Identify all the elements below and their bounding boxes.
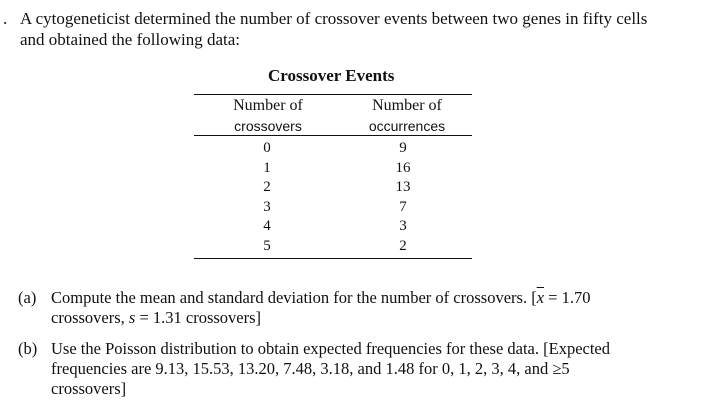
question-a-line-2 [51, 308, 680, 328]
occurrences-column [383, 139, 423, 256]
question-a-line-2-post: = 1.31 crossovers] [135, 308, 262, 327]
column-header-crossovers [208, 95, 328, 137]
question-b-text [51, 339, 680, 399]
question-a-line-2-pre: crossovers, [51, 308, 129, 327]
question-a [18, 288, 680, 328]
question-a-label: (a) [18, 288, 37, 307]
table-title: Crossover Events [268, 66, 395, 85]
table-cell-crossovers: 2 [263, 179, 271, 195]
question-b-line-2: frequencies are 9.13, 15.53, 13.20, 7.48, 3.18, and 1.48 for 0, 1, 2, 3, 4, and ≥5 [51, 359, 570, 378]
column-header-crossovers-line-1: Number of [233, 97, 303, 114]
table-cell-occurrences: 13 [395, 179, 411, 195]
table-cell-occurrences: 2 [399, 237, 407, 254]
table-cell-occurrences: 3 [399, 218, 407, 234]
crossovers-column [247, 139, 287, 256]
table-cell-crossovers: 0 [263, 140, 271, 156]
question-b-line-1: Use the Poisson distribution to obtain expected frequencies for these data. [Expected [51, 339, 611, 358]
question-b [18, 339, 680, 399]
table-cell-crossovers: 4 [263, 218, 271, 234]
table-cell-occurrences: 7 [399, 198, 407, 215]
table-cell-crossovers: 3 [263, 198, 271, 215]
intro-bullet: . [3, 9, 8, 28]
mean-symbol: $\overline{x}$ [536, 288, 545, 307]
intro-line-1: A cytogeneticist determined the number of crossover events between two genes in fifty cells [20, 9, 648, 28]
table-cell-crossovers: 1 [263, 159, 271, 176]
column-header-occurrences-line-1: Number of [372, 97, 442, 114]
question-a-text [51, 288, 680, 328]
table-cell-crossovers: 5 [263, 237, 271, 254]
table-cell-occurrences: 16 [395, 159, 411, 176]
intro-text [20, 8, 700, 50]
table-bottom-rule [194, 258, 472, 259]
column-header-crossovers-line-2: crossovers [234, 118, 302, 134]
question-a-line-1-pre: Compute the mean and standard deviation for the number of crossovers. [ [51, 288, 537, 307]
sd-symbol: s [128, 308, 136, 327]
question-b-label: (b) [18, 339, 38, 358]
column-header-occurrences-line-2: occurrences [368, 118, 446, 134]
intro-line-2: and obtained the following data: [20, 30, 240, 49]
column-header-occurrences [347, 95, 467, 137]
question-b-line-3: crossovers] [51, 379, 127, 398]
question-a-line-1 [51, 288, 680, 308]
problem-intro [0, 8, 700, 50]
question-a-line-1-post: = 1.70 [544, 288, 591, 307]
table-cell-occurrences: 9 [399, 140, 407, 156]
